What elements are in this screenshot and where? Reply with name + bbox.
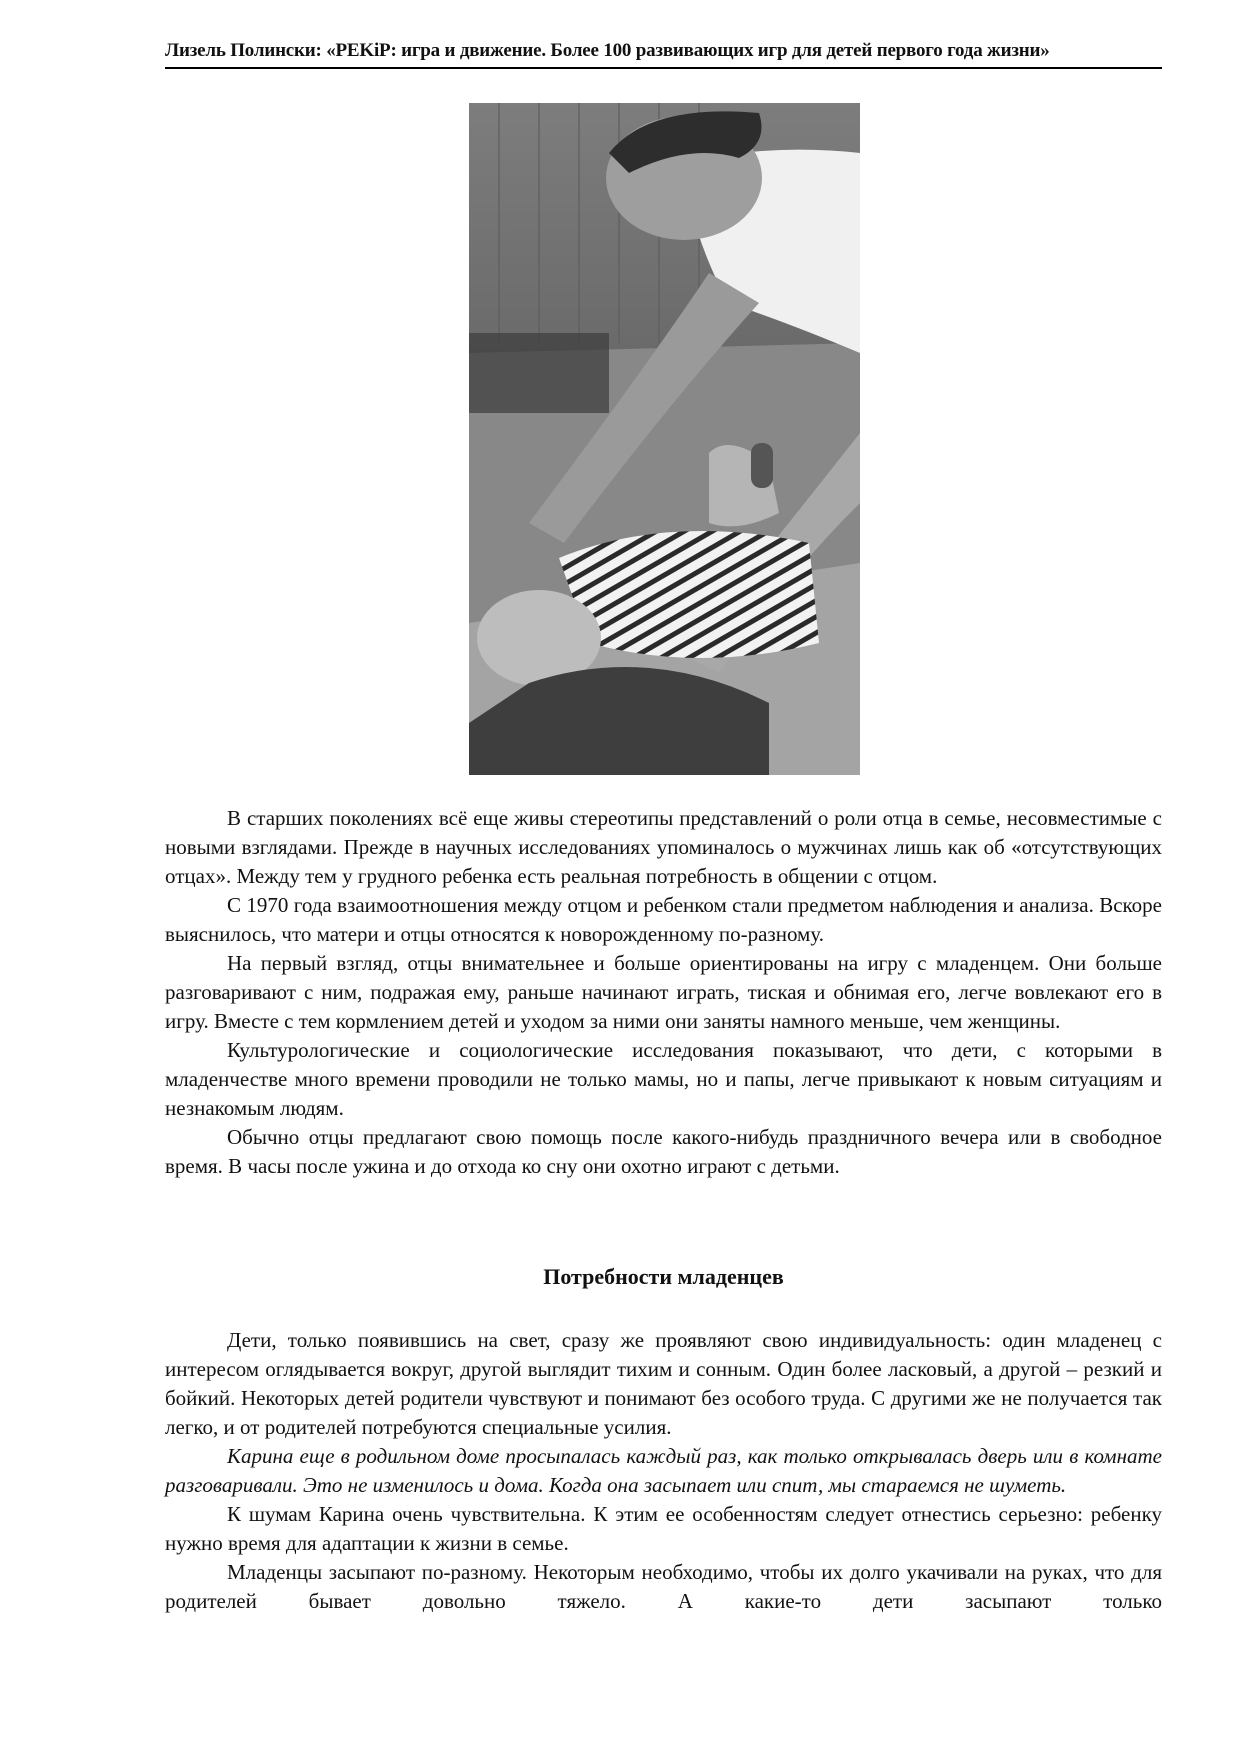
paragraph: К шумам Карина очень чувствительна. К этим ее особенностям следует отнестись серьезно: ребенку нужно время для адаптации к жизни в семье. (165, 1502, 1162, 1555)
paragraph: Младенцы засыпают по-разному. Некоторым необходимо, чтобы их долго укачивали на руках, что для родителей бывает довольно тяжело. А какие-то дети засыпают только (165, 1560, 1162, 1613)
paragraph: В старших поколениях всё еще живы стереотипы представлений о роли отца в семье, несовместимые с новыми взглядами. Прежде в научных исследованиях упоминалось о мужчинах лишь как об «отсутствующих отцах». Между тем у грудного ребенка есть реальная потребность в общении с отцом. (165, 806, 1162, 888)
paragraph: Дети, только появившись на свет, сразу же проявляют свою индивидуальность: один младенец с интересом оглядывается вокруг, другой выглядит тихим и сонным. Один более ласковый, а другой – резкий и бойкий. Некоторых детей родители чувствуют и понимают без особого труда. С другими же не получается так легко, и от родителей потребуются специальные усилия. (165, 1328, 1162, 1439)
paragraph: На первый взгляд, отцы внимательнее и больше ориентированы на игру с младенцем. Они больше разговаривают с ним, подражая ему, раньше начинают играть, тиская и обнимая его, легче вовлекают его в игру. Вместе с тем кормлением детей и уходом за ними они заняты намного меньше, чем женщины. (165, 951, 1162, 1033)
italic-example-paragraph: Карина еще в родильном доме просыпалась каждый раз, как только открывалась дверь или в комнате разговаривали. Это не изменилось и дома. Когда она засыпает или спит, мы стараемся не шуметь. (165, 1444, 1162, 1497)
photo-illustration (469, 103, 860, 775)
paragraph: Обычно отцы предлагают свою помощь после какого-нибудь праздничного вечера или в свободное время. В часы после ужина и до отхода ко сну они охотно играют с детьми. (165, 1125, 1162, 1178)
section-heading: Потребности младенцев (543, 1264, 784, 1289)
father-baby-photo (469, 103, 860, 775)
running-header: Лизель Полински: «PEKiP: игра и движение. Более 100 развивающих игр для детей первого года жизни» (165, 40, 1050, 61)
header-rule (165, 67, 1162, 69)
section-father-role (165, 804, 1162, 1181)
section-infant-needs (165, 1326, 1162, 1616)
paragraph: Культурологические и социологические исследования показывают, что дети, с которыми в младенчестве много времени проводили не только мамы, но и папы, легче привыкают к новым ситуациям и незнакомым людям. (165, 1038, 1162, 1120)
paragraph: С 1970 года взаимоотношения между отцом и ребенком стали предметом наблюдения и анализа. Вскоре выяснилось, что матери и отцы относятся к новорожденному по-разному. (165, 893, 1162, 946)
